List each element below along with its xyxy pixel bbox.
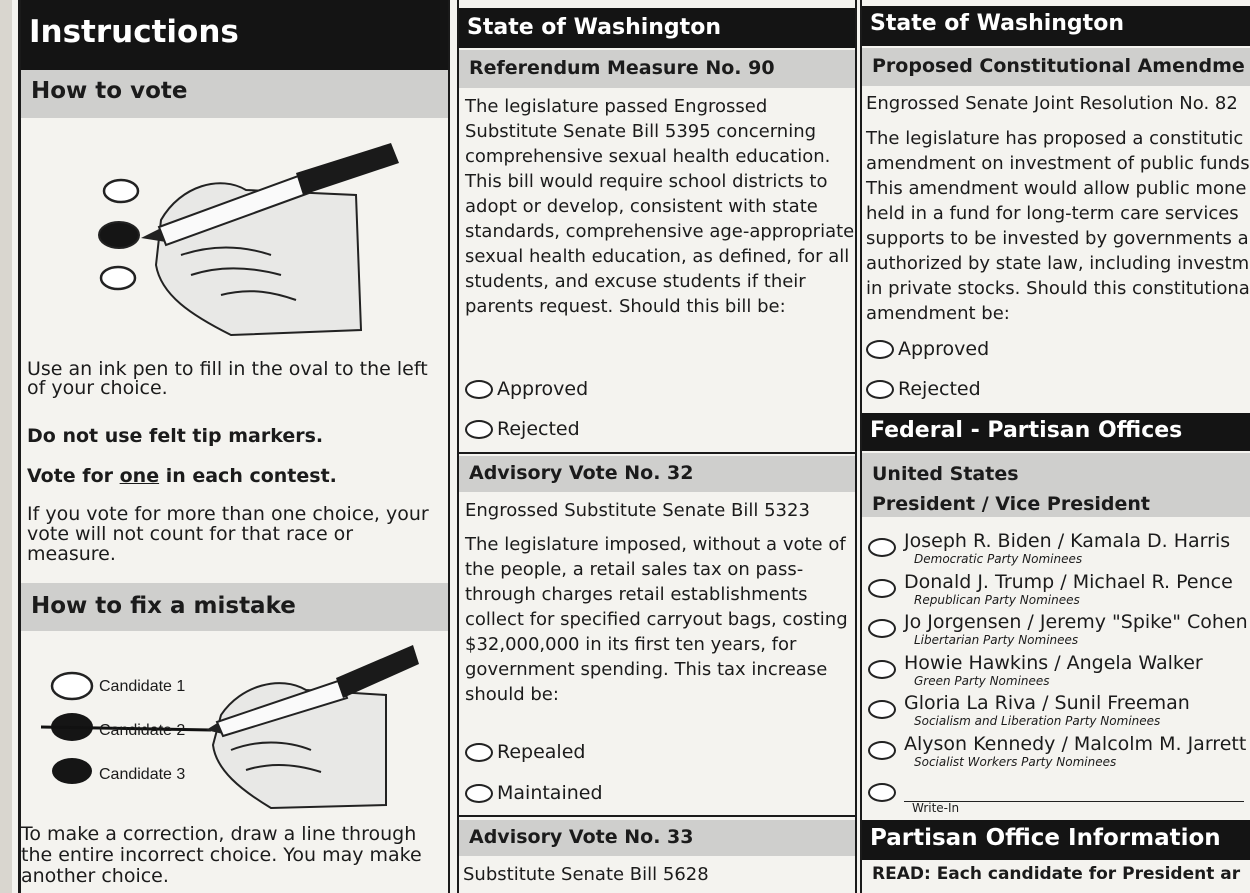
oval-icon[interactable] (868, 741, 896, 760)
option-label: Repealed (497, 741, 586, 763)
referendum-rejected-option[interactable] (465, 418, 580, 440)
candidate-option[interactable] (868, 530, 1250, 570)
candidate-option[interactable] (868, 692, 1250, 732)
hand-marking-oval-illustration (71, 135, 411, 345)
office-country: United States (872, 463, 1019, 485)
candidate-party: Republican Party Nominees (914, 592, 1080, 607)
candidate-party: Green Party Nominees (914, 673, 1050, 688)
candidate-name: Donald J. Trump / Michael R. Pence (904, 570, 1233, 593)
option-label: Rejected (497, 418, 580, 440)
candidate-name: Joseph R. Biden / Kamala D. Harris (904, 530, 1231, 552)
advisory-32-bill: Engrossed Substitute Senate Bill 5323 (465, 500, 810, 521)
advisory-32-text: The legislature imposed, without a vote of the people, a retail sales tax on pass-through charges retail establishments collect for specified carryout bags, costing $32,000,000 in its first ten years, for government spending. This tax increase should be: (465, 534, 848, 705)
how-to-vote-heading: How to vote (21, 70, 448, 118)
oval-icon[interactable] (465, 380, 493, 399)
oval-icon[interactable] (868, 783, 896, 802)
candidate-option[interactable] (868, 571, 1250, 611)
option-label: Maintained (497, 782, 603, 804)
overvote-warning: If you vote for more than one choice, your vote will not count for that race or measure. (27, 503, 429, 565)
office-title (862, 453, 1250, 517)
empty-oval-icon (52, 673, 92, 699)
correction-instruction: To make a correction, draw a line through the entire incorrect choice. You may make another choice. (21, 823, 422, 887)
filled-oval-icon (99, 222, 139, 248)
partisan-info-header: Partisan Office Information (862, 820, 1250, 860)
option-label: Approved (898, 338, 990, 360)
candidate-party: Libertarian Party Nominees (914, 633, 1079, 647)
empty-oval-icon (101, 267, 135, 289)
candidate-option[interactable] (868, 611, 1250, 651)
advisory-33-bill: Substitute Senate Bill 5628 (463, 864, 709, 885)
oval-icon[interactable] (868, 619, 896, 638)
oval-icon[interactable] (868, 579, 896, 598)
fix-mistake-illustration (41, 640, 421, 810)
option-label: Approved (497, 378, 589, 400)
candidate-option[interactable] (868, 733, 1250, 773)
candidate-name: Gloria La Riva / Sunil Freeman (904, 692, 1190, 714)
empty-oval-icon (104, 180, 138, 202)
oval-icon[interactable] (868, 660, 896, 679)
candidate-name: Howie Hawkins / Angela Walker (904, 651, 1203, 674)
federal-partisan-header: Federal - Partisan Offices (862, 413, 1250, 451)
no-felt-tip-warning: Do not use felt tip markers. (27, 425, 324, 447)
oval-icon[interactable] (866, 380, 894, 399)
advisory-33-title: Advisory Vote No. 33 (459, 820, 855, 856)
candidate-party: Socialism and Liberation Party Nominees (914, 714, 1161, 728)
instructions-title: Instructions (21, 0, 448, 70)
divider (459, 452, 855, 454)
candidate-option[interactable] (868, 652, 1250, 692)
state-header: State of Washington (459, 8, 855, 48)
divider (459, 815, 855, 817)
oval-icon[interactable] (465, 784, 493, 803)
amendment-text: The legislature has proposed a constitutic amendment on investment of public funds This amendment would allow public mone held in a fund for long-term care services supports to be invested by governments a authorized by state law, including investm in private stocks. Should this constitutiona amendment be: (866, 128, 1250, 324)
advisory-32-title: Advisory Vote No. 32 (459, 456, 855, 492)
example-candidate-3: Candidate 3 (99, 766, 186, 783)
oval-icon[interactable] (866, 340, 894, 359)
referendum-title: Referendum Measure No. 90 (459, 50, 855, 88)
example-candidate-1: Candidate 1 (99, 678, 186, 695)
referendum-text: The legislature passed Engrossed Substitute Senate Bill 5395 concerning comprehensive sexual health education. This bill would require school districts to adopt or develop, consistent with state standards, comprehensive age-appropriate sexual health education, as defined, for all students, and excuse students if their parents request. Should this bill be: (465, 96, 855, 317)
write-in-label: Write-In (912, 801, 960, 815)
example-candidate-2: Candidate 2 (99, 722, 186, 739)
one-emphasis: one (119, 465, 160, 487)
fix-mistake-heading: How to fix a mistake (21, 583, 448, 631)
state-header: State of Washington (862, 6, 1250, 46)
oval-icon[interactable] (465, 420, 493, 439)
amendment-rejected-option[interactable] (866, 378, 981, 400)
instructions-column (18, 0, 450, 893)
option-label: Rejected (898, 378, 981, 400)
amendment-resolution: Engrossed Senate Joint Resolution No. 82 (866, 93, 1238, 114)
office-name: President / Vice President (872, 493, 1151, 515)
candidate-name: Jo Jorgensen / Jeremy "Spike" Cohen (904, 611, 1248, 633)
referendum-approved-option[interactable] (465, 378, 588, 400)
write-in-option[interactable] (868, 781, 1250, 821)
candidate-party: Democratic Party Nominees (914, 552, 1083, 566)
vote-for-text: Vote for (27, 465, 120, 487)
oval-icon[interactable] (868, 538, 896, 557)
ink-pen-instruction: Use an ink pen to fill in the oval to the left of your choice. (27, 358, 428, 399)
filled-oval-icon (52, 758, 92, 784)
amendment-federal-column (860, 0, 1250, 893)
each-contest-text: in each contest. (159, 465, 337, 487)
amendment-approved-option[interactable] (866, 338, 989, 360)
oval-icon[interactable] (465, 743, 493, 762)
partisan-info-text: READ: Each candidate for President ar (872, 864, 1241, 884)
state-measures-column (457, 0, 857, 893)
candidate-name: Alyson Kennedy / Malcolm M. Jarrett (904, 732, 1247, 755)
advisory-32-repealed-option[interactable] (465, 741, 585, 763)
candidate-party: Socialist Workers Party Nominees (914, 754, 1117, 769)
amendment-title: Proposed Constitutional Amendme (862, 48, 1250, 86)
vote-for-one-rule (27, 464, 447, 489)
advisory-32-maintained-option[interactable] (465, 782, 603, 804)
oval-icon[interactable] (868, 700, 896, 719)
